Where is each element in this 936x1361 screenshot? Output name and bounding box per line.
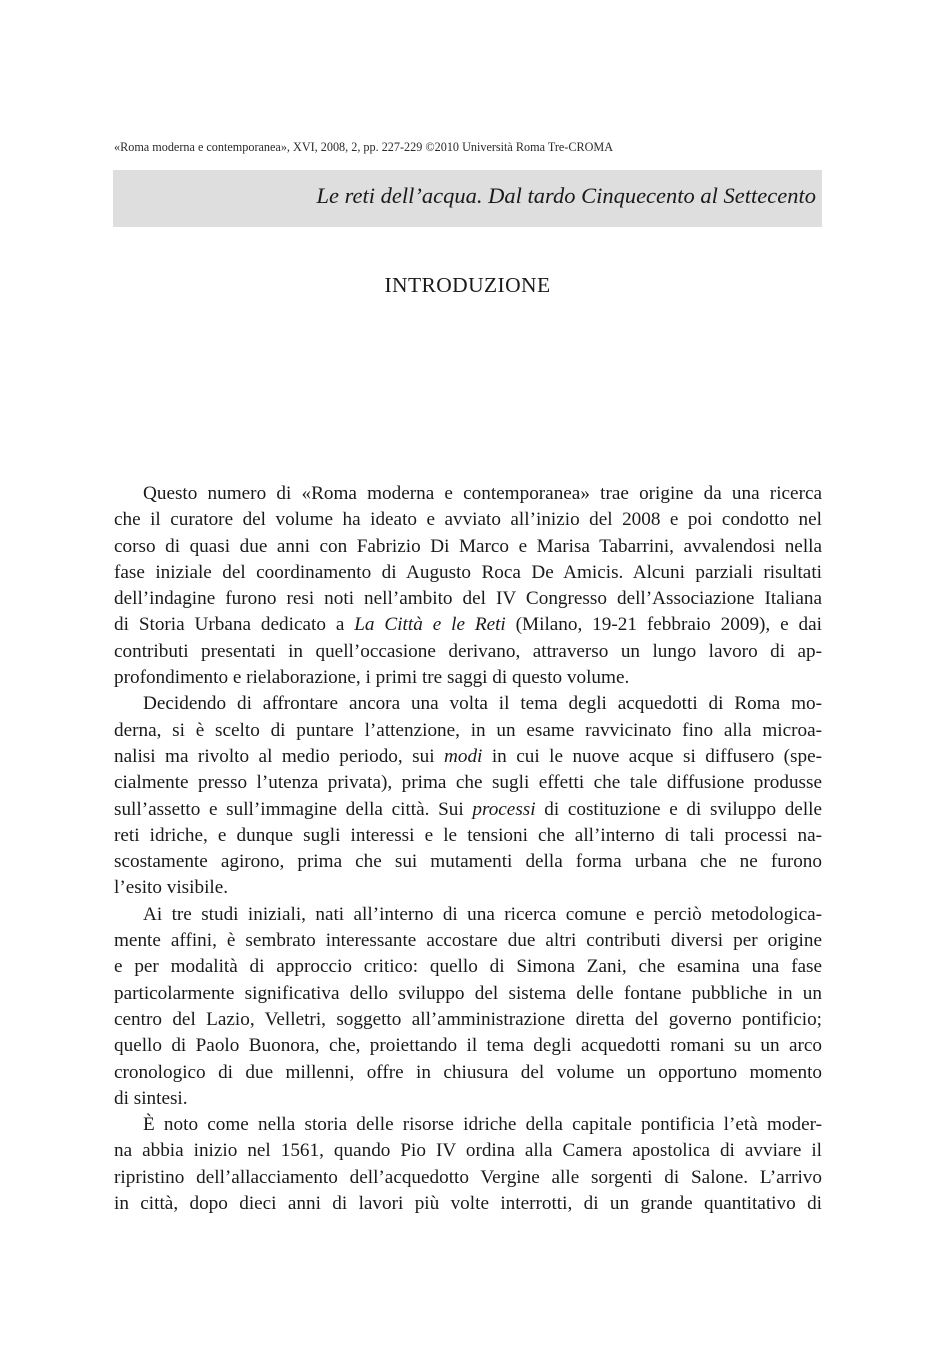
text-line: reti idriche, e dunque sugli interessi e le tensioni che all’interno di tali processi na- xyxy=(114,824,822,846)
text-line: quello di Paolo Buonora, che, proiettando il tema degli acquedotti romani su un arco xyxy=(114,1035,822,1057)
text-line: contributi presentati in quell’occasione derivano, attraverso un lungo lavoro di ap- xyxy=(114,640,822,662)
text-line: na abbia inizio nel 1561, quando Pio IV ordina alla Camera apostolica di avviare il xyxy=(114,1140,822,1162)
text-line: particolarmente significativa dello sviluppo del sistema delle fontane pubbliche in un xyxy=(114,982,822,1004)
text-line: nalisi ma rivolto al medio periodo, sui modi in cui le nuove acque si diffusero (spe- xyxy=(114,745,822,767)
text-line: derna, si è scelto di puntare l’attenzione, in un esame ravvicinato fino alla microa- xyxy=(114,719,822,741)
text-line: scostamente agirono, prima che sui mutamenti della forma urbana che ne furono xyxy=(114,851,822,873)
text-line: centro del Lazio, Velletri, soggetto all’amministrazione diretta del governo pontificio; xyxy=(114,1008,822,1030)
text-line: e per modalità di approccio critico: quello di Simona Zani, che esamina una fase xyxy=(114,956,822,978)
text-line: sull’assetto e sull’immagine della città. Sui processi di costituzione e di sviluppo delle xyxy=(114,798,822,820)
text-line: cronologico di due millenni, offre in chiusura del volume un opportuno momento xyxy=(114,1061,822,1083)
text-line: mente affini, è sembrato interessante accostare due altri contributi diversi per origine xyxy=(114,930,822,952)
page-title: INTRODUZIONE xyxy=(384,273,551,297)
text-line: corso di quasi due anni con Fabrizio Di Marco e Marisa Tabarrini, avvalendosi nella xyxy=(114,535,822,557)
text-line: cialmente presso l’utenza privata), prima che sugli effetti che tale diffusione produsse xyxy=(114,772,822,794)
text-line: Questo numero di «Roma moderna e contemporanea» trae origine da una ricerca xyxy=(143,483,822,504)
text-line: che il curatore del volume ha ideato e avviato all’inizio del 2008 e poi condotto nel xyxy=(114,509,822,531)
text-line: di Storia Urbana dedicato a La Città e le Reti (Milano, 19-21 febbraio 2009), e dai xyxy=(114,614,822,636)
section-title-band xyxy=(113,170,822,227)
text-line: ripristino dell’allacciamento dell’acquedotto Vergine alle sorgenti di Salone. L’arrivo xyxy=(114,1166,822,1188)
body-text xyxy=(114,481,822,1217)
text-line: l’esito visibile. xyxy=(114,877,229,899)
text-line: Ai tre studi iniziali, nati all’interno di una ricerca comune e perciò metodologica- xyxy=(143,903,822,925)
text-line: È noto come nella storia delle risorse idriche della capitale pontificia l’età moder- xyxy=(143,1114,822,1136)
text-line: dell’indagine furono resi noti nell’ambito del IV Congresso dell’Associazione Italiana xyxy=(114,588,822,610)
running-head: «Roma moderna e contemporanea», XVI, 2008, 2, pp. 227-229 ©2010 Università Roma Tre-CROMA xyxy=(114,140,614,154)
text-line: Decidendo di affrontare ancora una volta il tema degli acquedotti di Roma mo- xyxy=(143,693,822,715)
section-title: Le reti dell’acqua. Dal tardo Cinquecento al Settecento xyxy=(316,183,816,208)
text-line: di sintesi. xyxy=(114,1087,188,1109)
text-line: profondimento e rielaborazione, i primi tre saggi di questo volume. xyxy=(114,667,630,689)
text-line: fase iniziale del coordinamento di Augusto Roca De Amicis. Alcuni parziali risultati xyxy=(114,561,822,583)
text-line: in città, dopo dieci anni di lavori più volte interrotti, di un grande quantitativo di xyxy=(114,1193,822,1215)
